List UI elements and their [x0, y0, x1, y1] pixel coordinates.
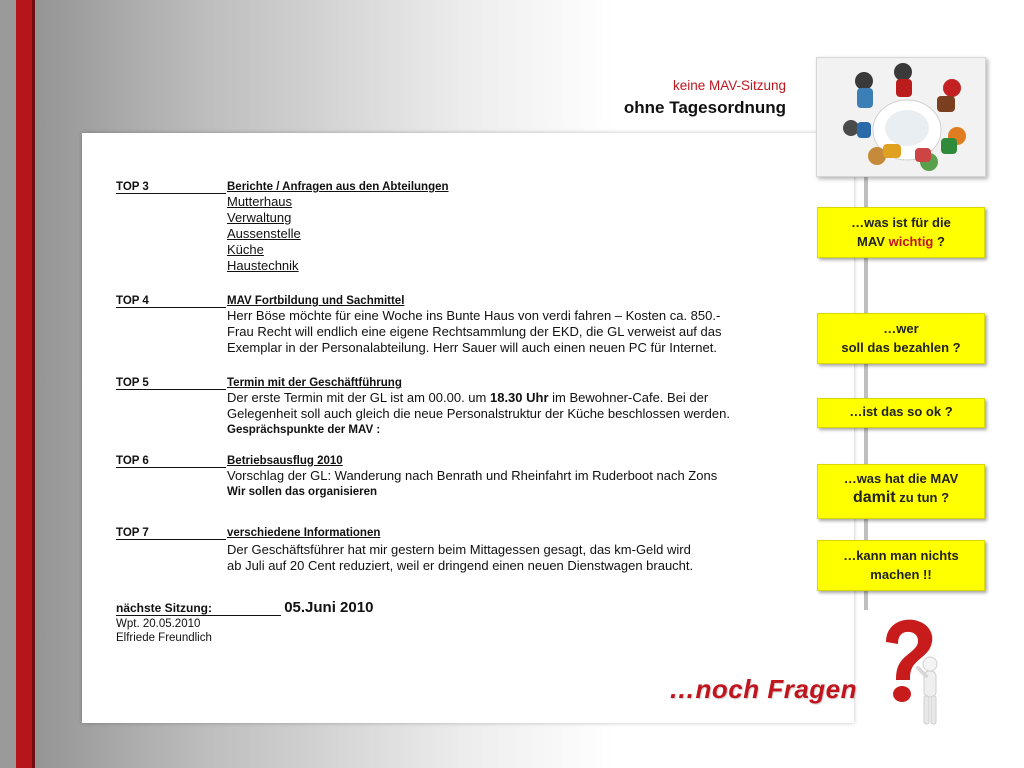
- top5-gespraechspunkte: Gesprächspunkte der MAV :: [227, 424, 381, 436]
- top4-line: Frau Recht will endlich eine eigene Rechtsammlung der EKD, die GL verweist auf das: [227, 324, 722, 339]
- next-session-date: 05.Juni 2010: [284, 599, 374, 616]
- top7-line: ab Juli auf 20 Cent reduziert, weil er dringend einen neuen Dienstwagen braucht.: [227, 558, 694, 573]
- note-line: machen !!: [870, 567, 932, 582]
- top5-line: Gelegenheit soll auch gleich die neue Personalstruktur der Küche beschlossen werden.: [227, 406, 730, 421]
- note-line: …was hat die MAV: [843, 471, 959, 486]
- top4-label: TOP 4: [116, 295, 226, 308]
- top3-label: TOP 3: [116, 181, 226, 194]
- top4-body: [227, 308, 721, 356]
- top3-item: Haustechnik: [227, 258, 299, 273]
- note-cant-do: [817, 540, 985, 591]
- top5-line: [227, 390, 730, 406]
- signature: [116, 617, 212, 645]
- top3-item: Küche: [227, 242, 264, 257]
- note-red-word: wichtig: [888, 234, 934, 249]
- note-what-to-do: [817, 464, 985, 519]
- left-red-bar: [16, 0, 32, 768]
- note-big-word: damit: [852, 489, 896, 506]
- team-table-illustration: [817, 58, 986, 177]
- slide-title: ohne Tagesordnung: [623, 98, 786, 117]
- note-line: [822, 488, 980, 507]
- left-gray-bar: [0, 0, 16, 768]
- top5-text: Der erste Termin mit der GL ist am 00.00. um: [227, 390, 490, 405]
- top4-title: MAV Fortbildung und Sachmittel: [227, 295, 405, 307]
- note-line: …ist das so ok ?: [849, 404, 953, 419]
- note-text: MAV: [857, 234, 889, 249]
- top5-label: TOP 5: [116, 377, 226, 390]
- next-session: [116, 599, 373, 616]
- note-who-pays: [817, 313, 985, 364]
- top5-title: Termin mit der Geschäftführung: [227, 377, 402, 389]
- top3-items: [227, 194, 301, 274]
- top6-label: TOP 6: [116, 455, 226, 468]
- note-what-important: [817, 207, 985, 258]
- top6-title: Betriebsausflug 2010: [227, 455, 343, 467]
- top7-title: verschiedene Informationen: [227, 527, 381, 539]
- questions-heading: …noch Fragen: [669, 674, 858, 704]
- note-line: …wer: [883, 321, 919, 336]
- team-table-photo: [816, 57, 986, 177]
- top7-line: Der Geschäftsführer hat mir gestern beim Mittagessen gesagt, das km-Geld wird: [227, 542, 691, 557]
- next-session-label: nächste Sitzung:: [116, 601, 281, 616]
- note-text: zu tun ?: [895, 490, 950, 505]
- top6-line: Vorschlag der GL: Wanderung nach Benrath und Rheinfahrt im Ruderboot nach Zons: [227, 468, 718, 483]
- note-line: soll das bezahlen ?: [841, 340, 961, 355]
- slide-subtitle: keine MAV-Sitzung: [672, 78, 786, 93]
- top7-body: [227, 542, 693, 574]
- top4-line: Herr Böse möchte für eine Woche ins Bunte Haus von verdi fahren – Kosten ca. 850.-: [227, 308, 721, 323]
- top5-text: im Bewohner-Cafe. Bei der: [548, 390, 709, 405]
- top3-item: Verwaltung: [227, 210, 292, 225]
- note-line: …was ist für die: [851, 215, 951, 230]
- agenda-document: [82, 133, 854, 723]
- top3-item: Aussenstelle: [227, 226, 301, 241]
- top5-body: [227, 390, 730, 438]
- top6-line-bold: Wir sollen das organisieren: [227, 486, 378, 498]
- note-line: …kann man nichts: [843, 548, 959, 563]
- top4-line: Exemplar in der Personalabteilung. Herr Sauer will auch einen neuen PC für Internet.: [227, 340, 717, 355]
- top5-time: 18.30 Uhr: [489, 390, 549, 405]
- note-line: [822, 232, 980, 251]
- signature-name: Elfriede Freundlich: [116, 632, 212, 644]
- top3-item: Mutterhaus: [227, 194, 293, 209]
- signature-date: Wpt. 20.05.2010: [116, 618, 201, 630]
- top7-label: TOP 7: [116, 527, 226, 540]
- question-mark-icon: [872, 616, 947, 728]
- note-is-ok: [817, 398, 985, 428]
- top6-body: [227, 468, 717, 500]
- note-text: ?: [933, 234, 945, 249]
- left-dark-bar: [32, 0, 35, 768]
- top3-title: Berichte / Anfragen aus den Abteilungen: [227, 181, 449, 193]
